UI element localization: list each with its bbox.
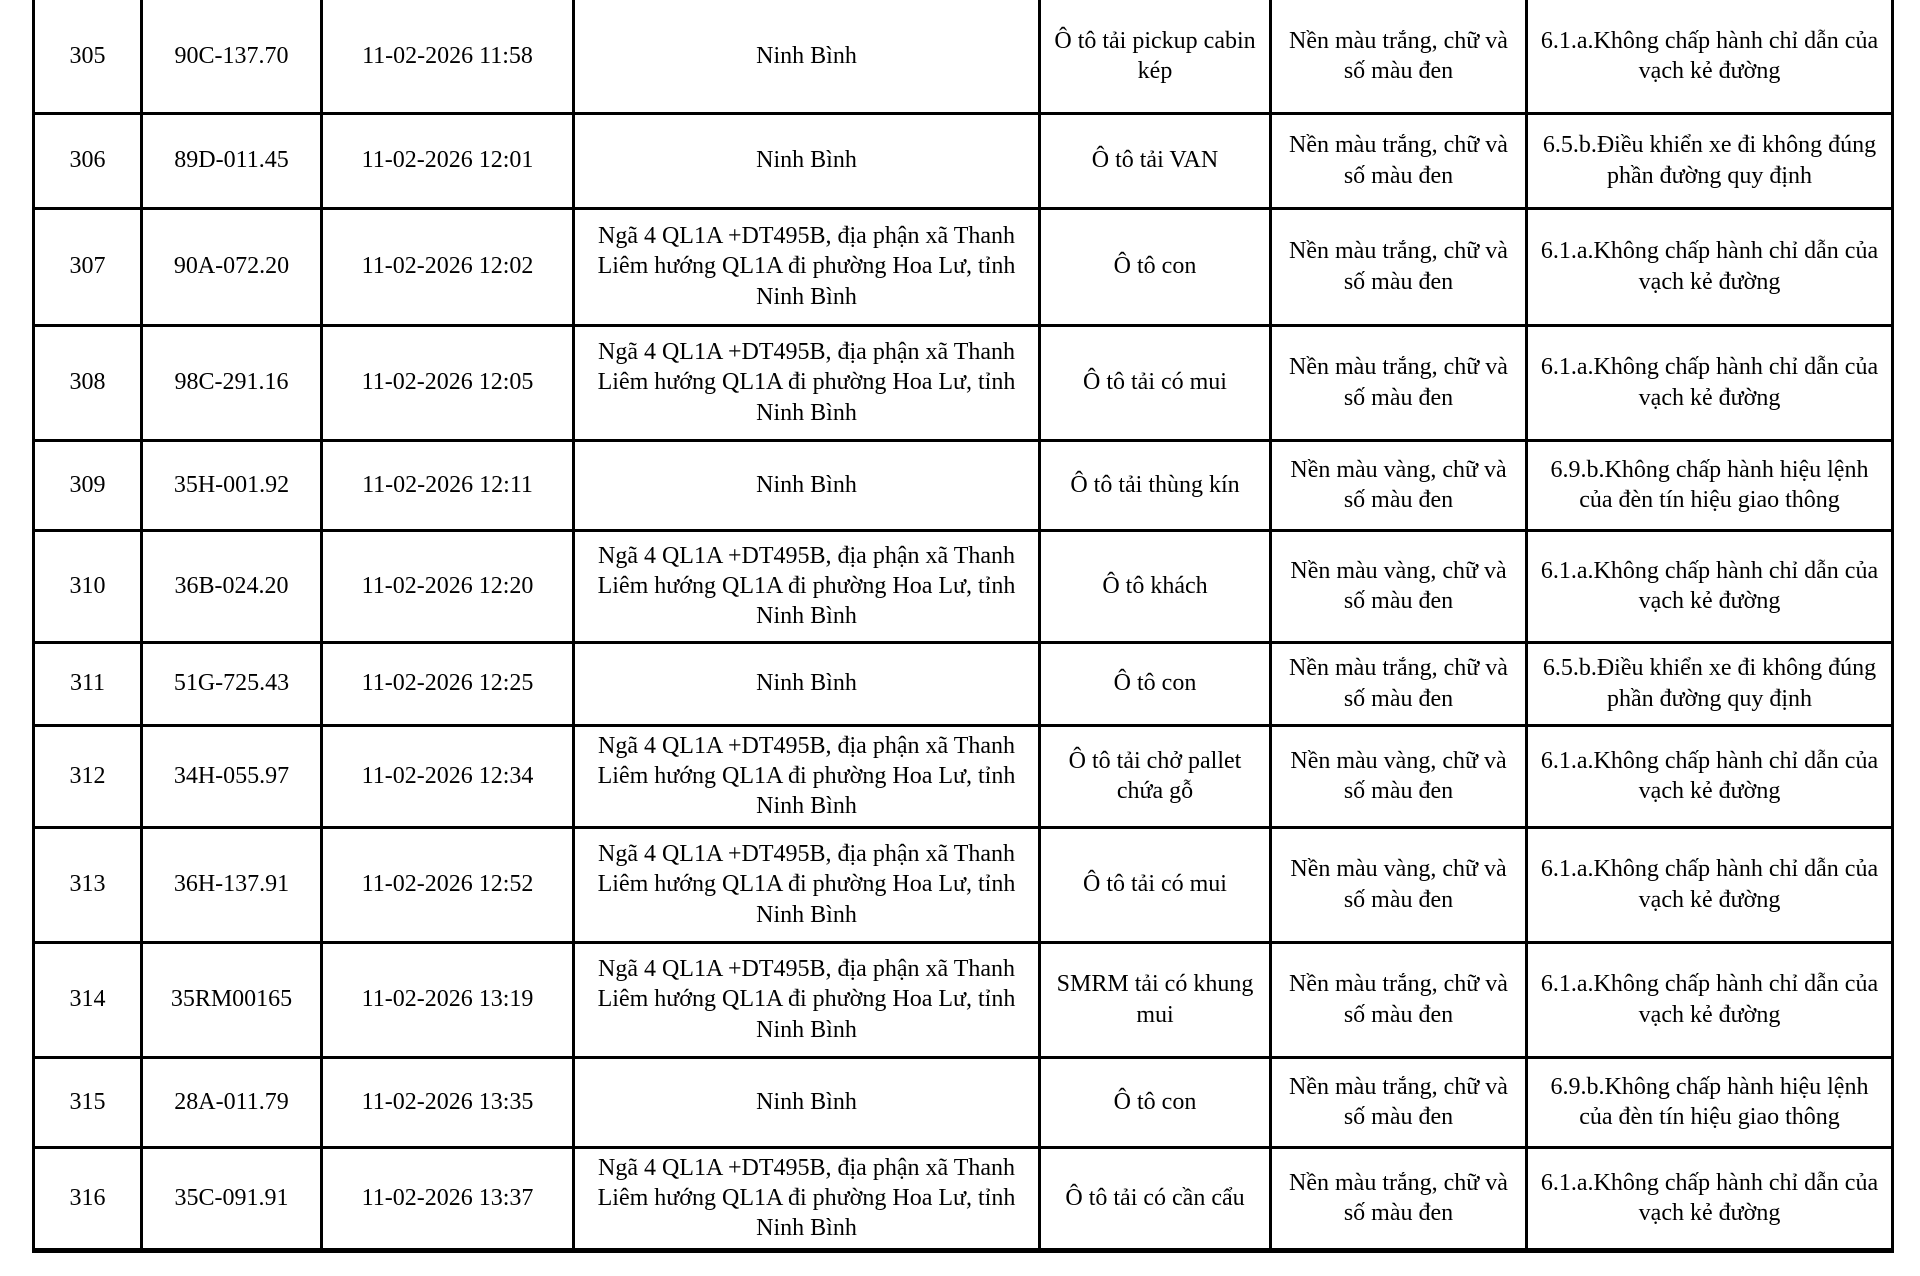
- plate-color-cell: Nền màu trắng, chữ và số màu đen: [1271, 113, 1527, 208]
- datetime-cell: 11-02-2026 12:52: [322, 827, 574, 942]
- location-cell: Ngã 4 QL1A +DT495B, địa phận xã Thanh Liêm hướng QL1A đi phường Hoa Lư, tỉnh Ninh Bình: [574, 725, 1040, 827]
- table-row: [34, 530, 1893, 642]
- plate-color-cell: Nền màu trắng, chữ và số màu đen: [1271, 1057, 1527, 1147]
- violation-cell: 6.1.a.Không chấp hành chỉ dẫn của vạch kẻ đường: [1527, 725, 1893, 827]
- plate-cell: 90C-137.70: [142, 0, 322, 113]
- location-cell: Ngã 4 QL1A +DT495B, địa phận xã Thanh Liêm hướng QL1A đi phường Hoa Lư, tỉnh Ninh Bình: [574, 1147, 1040, 1250]
- violation-cell: 6.9.b.Không chấp hành hiệu lệnh của đèn tín hiệu giao thông: [1527, 1057, 1893, 1147]
- table-row: [34, 1147, 1893, 1250]
- violation-cell: 6.5.b.Điều khiển xe đi không đúng phần đường quy định: [1527, 642, 1893, 725]
- table-row: [34, 440, 1893, 530]
- plate-cell: 98C-291.16: [142, 325, 322, 440]
- violation-cell: 6.1.a.Không chấp hành chỉ dẫn của vạch kẻ đường: [1527, 827, 1893, 942]
- table-row: [34, 0, 1893, 113]
- violation-cell: 6.1.a.Không chấp hành chỉ dẫn của vạch kẻ đường: [1527, 325, 1893, 440]
- plate-color-cell: Nền màu vàng, chữ và số màu đen: [1271, 827, 1527, 942]
- location-cell: Ngã 4 QL1A +DT495B, địa phận xã Thanh Liêm hướng QL1A đi phường Hoa Lư, tỉnh Ninh Bình: [574, 325, 1040, 440]
- location-cell: Ngã 4 QL1A +DT495B, địa phận xã Thanh Liêm hướng QL1A đi phường Hoa Lư, tỉnh Ninh Bình: [574, 827, 1040, 942]
- vehicle-type-cell: Ô tô tải pickup cabin kép: [1040, 0, 1271, 113]
- plate-cell: 35H-001.92: [142, 440, 322, 530]
- location-cell: Ninh Bình: [574, 0, 1040, 113]
- datetime-cell: 11-02-2026 13:37: [322, 1147, 574, 1250]
- stt-cell: 314: [34, 942, 142, 1057]
- vehicle-type-cell: Ô tô con: [1040, 1057, 1271, 1147]
- location-cell: Ngã 4 QL1A +DT495B, địa phận xã Thanh Liêm hướng QL1A đi phường Hoa Lư, tỉnh Ninh Bình: [574, 942, 1040, 1057]
- vehicle-type-cell: Ô tô con: [1040, 208, 1271, 325]
- datetime-cell: 11-02-2026 12:05: [322, 325, 574, 440]
- vehicle-type-cell: Ô tô tải có mui: [1040, 827, 1271, 942]
- violation-cell: 6.9.b.Không chấp hành hiệu lệnh của đèn tín hiệu giao thông: [1527, 440, 1893, 530]
- location-cell: Ninh Bình: [574, 1057, 1040, 1147]
- stt-cell: 311: [34, 642, 142, 725]
- violations-table: [32, 0, 1894, 1253]
- plate-color-cell: Nền màu vàng, chữ và số màu đen: [1271, 440, 1527, 530]
- datetime-cell: 11-02-2026 12:20: [322, 530, 574, 642]
- plate-cell: 35RM00165: [142, 942, 322, 1057]
- stt-cell: 305: [34, 0, 142, 113]
- vehicle-type-cell: Ô tô tải thùng kín: [1040, 440, 1271, 530]
- datetime-cell: 11-02-2026 12:11: [322, 440, 574, 530]
- table-row: [34, 942, 1893, 1057]
- violation-cell: 6.1.a.Không chấp hành chỉ dẫn của vạch kẻ đường: [1527, 1147, 1893, 1250]
- location-cell: Ninh Bình: [574, 440, 1040, 530]
- plate-color-cell: Nền màu trắng, chữ và số màu đen: [1271, 325, 1527, 440]
- violation-cell: 6.1.a.Không chấp hành chỉ dẫn của vạch kẻ đường: [1527, 942, 1893, 1057]
- violations-table-body: [34, 0, 1893, 1250]
- stt-cell: 313: [34, 827, 142, 942]
- plate-color-cell: Nền màu trắng, chữ và số màu đen: [1271, 942, 1527, 1057]
- plate-cell: 34H-055.97: [142, 725, 322, 827]
- plate-cell: 35C-091.91: [142, 1147, 322, 1250]
- datetime-cell: 11-02-2026 12:02: [322, 208, 574, 325]
- violation-cell: 6.1.a.Không chấp hành chỉ dẫn của vạch kẻ đường: [1527, 530, 1893, 642]
- violation-cell: 6.5.b.Điều khiển xe đi không đúng phần đường quy định: [1527, 113, 1893, 208]
- datetime-cell: 11-02-2026 12:01: [322, 113, 574, 208]
- table-row: [34, 1057, 1893, 1147]
- table-row: [34, 725, 1893, 827]
- plate-color-cell: Nền màu trắng, chữ và số màu đen: [1271, 0, 1527, 113]
- stt-cell: 307: [34, 208, 142, 325]
- plate-color-cell: Nền màu trắng, chữ và số màu đen: [1271, 1147, 1527, 1250]
- plate-color-cell: Nền màu trắng, chữ và số màu đen: [1271, 642, 1527, 725]
- location-cell: Ninh Bình: [574, 642, 1040, 725]
- vehicle-type-cell: SMRM tải có khung mui: [1040, 942, 1271, 1057]
- vehicle-type-cell: Ô tô tải có mui: [1040, 325, 1271, 440]
- plate-cell: 36B-024.20: [142, 530, 322, 642]
- table-row: [34, 208, 1893, 325]
- vehicle-type-cell: Ô tô tải có cần cẩu: [1040, 1147, 1271, 1250]
- plate-cell: 90A-072.20: [142, 208, 322, 325]
- plate-color-cell: Nền màu trắng, chữ và số màu đen: [1271, 208, 1527, 325]
- stt-cell: 316: [34, 1147, 142, 1250]
- plate-cell: 51G-725.43: [142, 642, 322, 725]
- plate-cell: 89D-011.45: [142, 113, 322, 208]
- location-cell: Ngã 4 QL1A +DT495B, địa phận xã Thanh Liêm hướng QL1A đi phường Hoa Lư, tỉnh Ninh Bình: [574, 208, 1040, 325]
- violation-cell: 6.1.a.Không chấp hành chỉ dẫn của vạch kẻ đường: [1527, 208, 1893, 325]
- stt-cell: 308: [34, 325, 142, 440]
- vehicle-type-cell: Ô tô con: [1040, 642, 1271, 725]
- location-cell: Ngã 4 QL1A +DT495B, địa phận xã Thanh Liêm hướng QL1A đi phường Hoa Lư, tỉnh Ninh Bình: [574, 530, 1040, 642]
- datetime-cell: 11-02-2026 12:25: [322, 642, 574, 725]
- stt-cell: 306: [34, 113, 142, 208]
- plate-cell: 28A-011.79: [142, 1057, 322, 1147]
- stt-cell: 310: [34, 530, 142, 642]
- vehicle-type-cell: Ô tô khách: [1040, 530, 1271, 642]
- table-row: [34, 642, 1893, 725]
- stt-cell: 312: [34, 725, 142, 827]
- datetime-cell: 11-02-2026 11:58: [322, 0, 574, 113]
- stt-cell: 315: [34, 1057, 142, 1147]
- datetime-cell: 11-02-2026 13:35: [322, 1057, 574, 1147]
- datetime-cell: 11-02-2026 12:34: [322, 725, 574, 827]
- table-row: [34, 325, 1893, 440]
- table-row: [34, 827, 1893, 942]
- datetime-cell: 11-02-2026 13:19: [322, 942, 574, 1057]
- vehicle-type-cell: Ô tô tải chở pallet chứa gỗ: [1040, 725, 1271, 827]
- vehicle-type-cell: Ô tô tải VAN: [1040, 113, 1271, 208]
- plate-color-cell: Nền màu vàng, chữ và số màu đen: [1271, 530, 1527, 642]
- plate-color-cell: Nền màu vàng, chữ và số màu đen: [1271, 725, 1527, 827]
- location-cell: Ninh Bình: [574, 113, 1040, 208]
- plate-cell: 36H-137.91: [142, 827, 322, 942]
- table-row: [34, 113, 1893, 208]
- stt-cell: 309: [34, 440, 142, 530]
- violation-cell: 6.1.a.Không chấp hành chỉ dẫn của vạch kẻ đường: [1527, 0, 1893, 113]
